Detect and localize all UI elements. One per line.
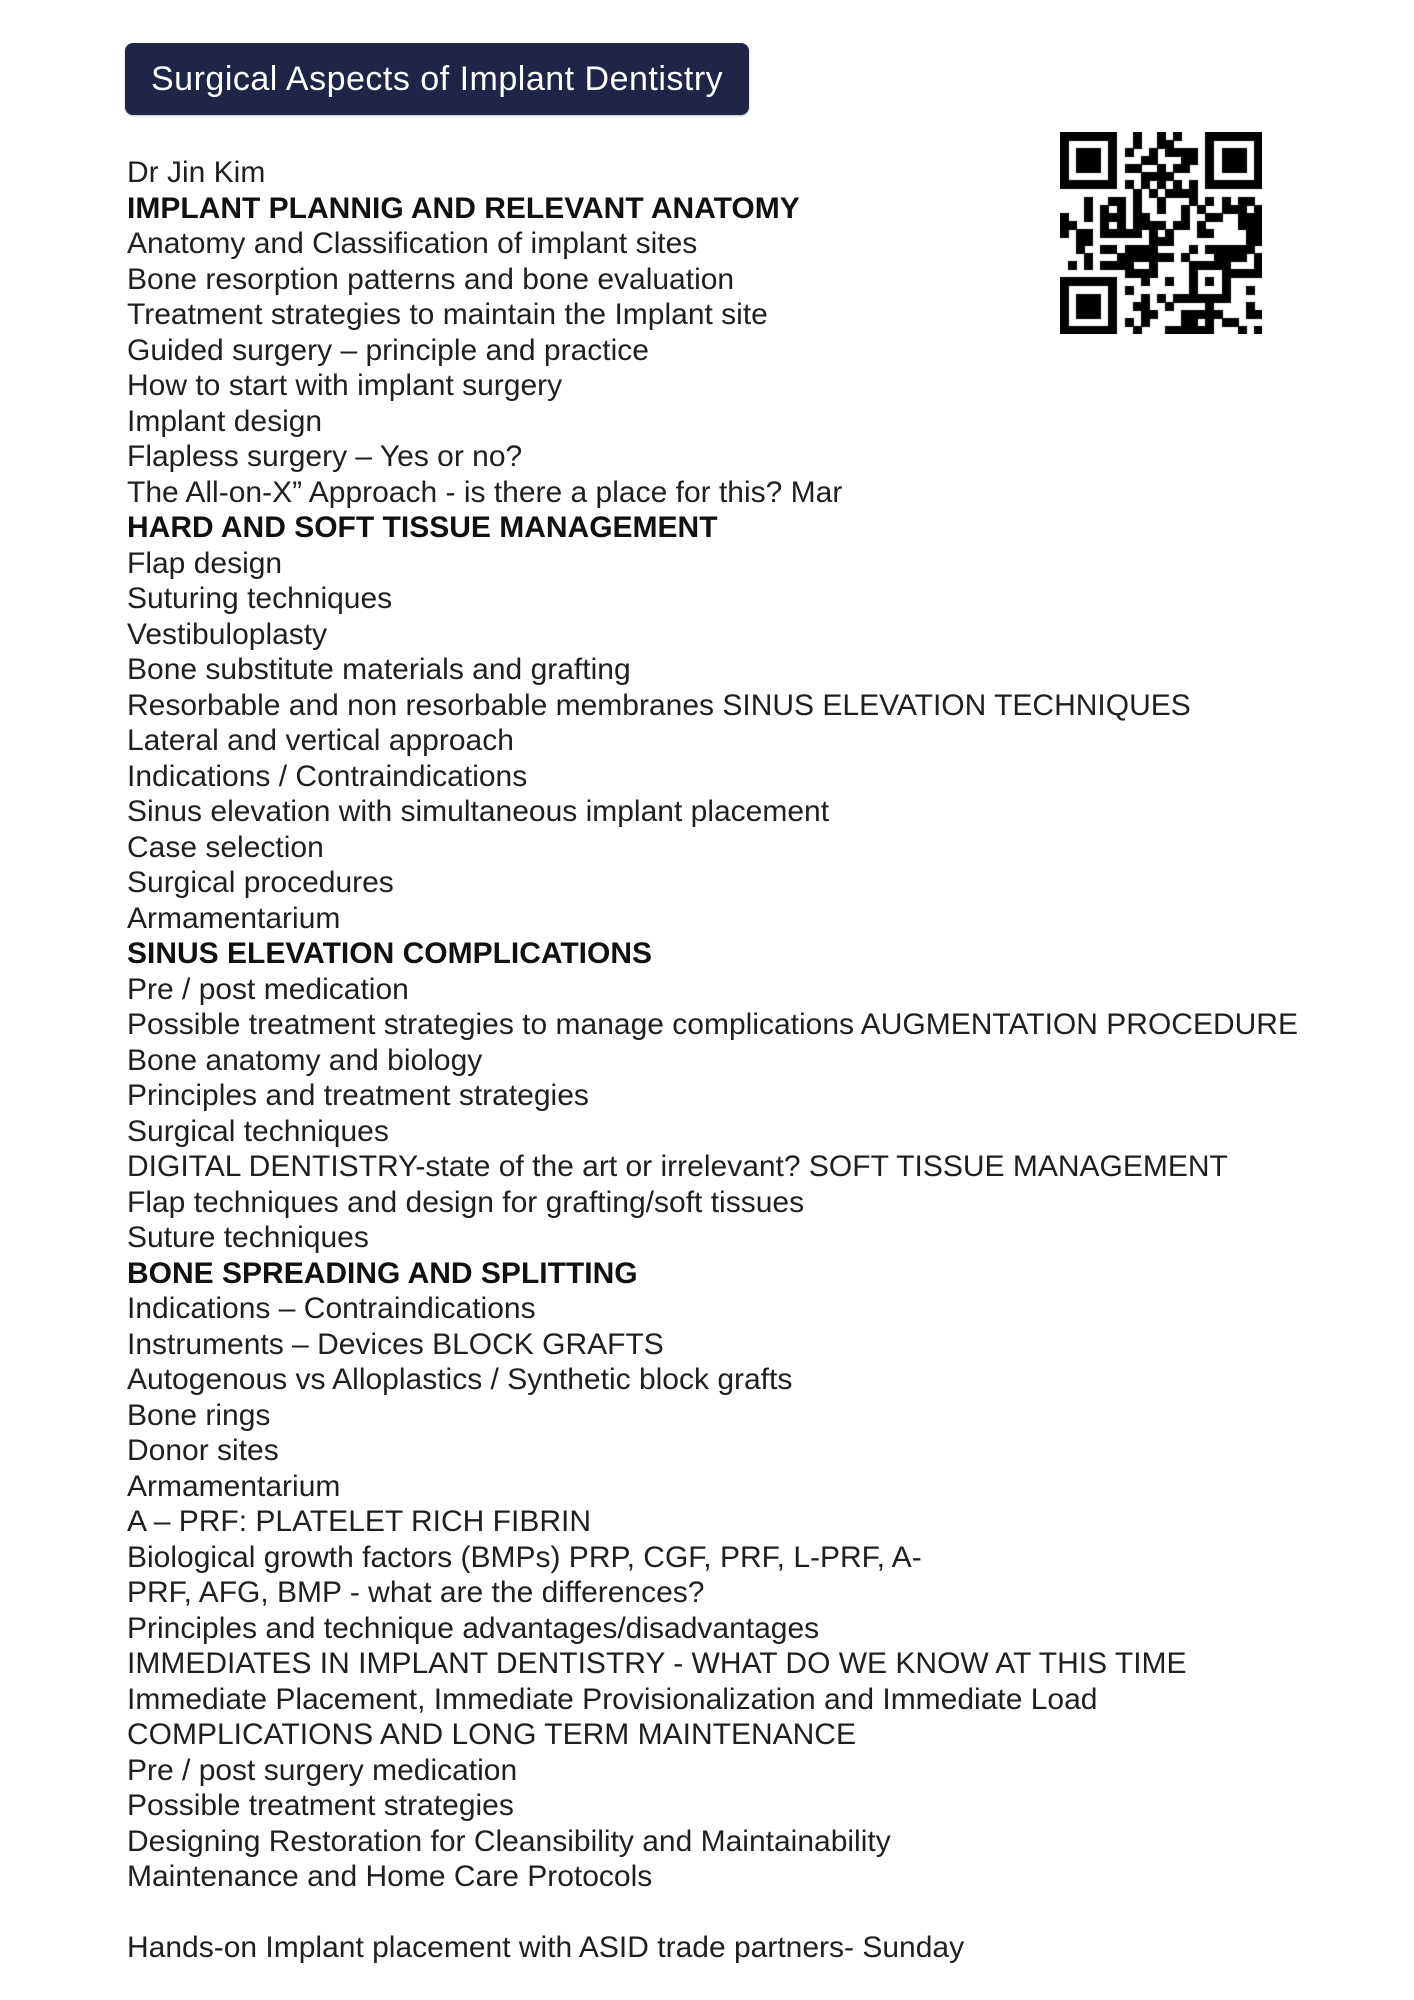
page-title: Surgical Aspects of Implant Dentistry bbox=[151, 59, 724, 98]
program-line: Principles and technique advantages/disadvantages bbox=[127, 1611, 820, 1645]
program-line: Maintenance and Home Care Protocols bbox=[127, 1860, 653, 1893]
program-line: Bone substitute materials and grafting bbox=[127, 653, 631, 686]
program-line: Surgical procedures bbox=[127, 866, 394, 899]
program-line: Suture techniques bbox=[127, 1221, 369, 1254]
program-line: How to start with implant surgery bbox=[127, 369, 563, 402]
program-line: Guided surgery – principle and practice bbox=[127, 333, 649, 367]
program-line: Implant design bbox=[127, 404, 323, 438]
program-line: Surgical techniques bbox=[127, 1114, 389, 1148]
program-line: PRF, AFG, BMP - what are the differences? bbox=[127, 1576, 705, 1609]
program-line: Autogenous vs Alloplastics / Synthetic block grafts bbox=[127, 1363, 793, 1396]
page-title-badge bbox=[125, 43, 749, 115]
program-line: Sinus elevation with simultaneous implant placement bbox=[127, 795, 830, 828]
program-line: Treatment strategies to maintain the Implant site bbox=[127, 298, 768, 331]
program-line: Case selection bbox=[127, 830, 324, 864]
program-line: Possible treatment strategies to manage complications AUGMENTATION PROCEDURE bbox=[127, 1008, 1298, 1041]
program-line: Resorbable and non resorbable membranes SINUS ELEVATION TECHNIQUES bbox=[127, 688, 1191, 722]
program-line: Vestibuloplasty bbox=[127, 617, 328, 651]
program-line: Immediate Placement, Immediate Provisionalization and Immediate Load bbox=[127, 1682, 1098, 1716]
program-line: Flap techniques and design for grafting/soft tissues bbox=[127, 1185, 805, 1219]
program-line: Possible treatment strategies bbox=[127, 1789, 514, 1822]
program-line: Pre / post surgery medication bbox=[127, 1753, 518, 1787]
program-line: Pre / post medication bbox=[127, 972, 409, 1006]
section-heading: SINUS ELEVATION COMPLICATIONS bbox=[127, 937, 653, 970]
program-line: COMPLICATIONS AND LONG TERM MAINTENANCE bbox=[127, 1718, 856, 1751]
program-content bbox=[127, 155, 1298, 1966]
program-line: Biological growth factors (BMPs) PRP, CGF, PRF, L-PRF, A- bbox=[127, 1540, 922, 1574]
section-heading: IMPLANT PLANNIG AND RELEVANT ANATOMY bbox=[127, 191, 800, 225]
section-heading: HARD AND SOFT TISSUE MANAGEMENT bbox=[127, 511, 718, 544]
footer-note: Hands-on Implant placement with ASID trade partners- Sunday bbox=[127, 1931, 965, 1964]
program-line: IMMEDIATES IN IMPLANT DENTISTRY - WHAT DO WE KNOW AT THIS TIME bbox=[127, 1647, 1187, 1680]
program-line: Bone rings bbox=[127, 1398, 271, 1432]
program-line-list bbox=[127, 155, 1298, 1895]
section-heading: BONE SPREADING AND SPLITTING bbox=[127, 1256, 638, 1290]
program-line: The All-on-X” Approach - is there a place for this? Mar bbox=[127, 475, 843, 509]
program-line: Bone resorption patterns and bone evaluation bbox=[127, 262, 735, 296]
program-line: Flap design bbox=[127, 546, 283, 580]
program-line: Principles and treatment strategies bbox=[127, 1079, 589, 1112]
program-line: Flapless surgery – Yes or no? bbox=[127, 440, 523, 473]
program-line: Armamentarium bbox=[127, 1469, 341, 1503]
program-line: Suturing techniques bbox=[127, 582, 393, 615]
program-line: DIGITAL DENTISTRY-state of the art or irrelevant? SOFT TISSUE MANAGEMENT bbox=[127, 1150, 1228, 1183]
program-line: Indications / Contraindications bbox=[127, 759, 528, 793]
program-line: Instruments – Devices BLOCK GRAFTS bbox=[127, 1327, 664, 1361]
program-line: Donor sites bbox=[127, 1434, 279, 1467]
program-line: Anatomy and Classification of implant sites bbox=[127, 227, 698, 260]
program-line: Lateral and vertical approach bbox=[127, 724, 514, 757]
program-line: Designing Restoration for Cleansibility and Maintainability bbox=[127, 1824, 891, 1858]
program-line: Armamentarium bbox=[127, 901, 341, 935]
program-line: Indications – Contraindications bbox=[127, 1292, 536, 1325]
program-line: Dr Jin Kim bbox=[127, 156, 266, 189]
program-line: A – PRF: PLATELET RICH FIBRIN bbox=[127, 1505, 592, 1538]
program-line: Bone anatomy and biology bbox=[127, 1043, 483, 1077]
